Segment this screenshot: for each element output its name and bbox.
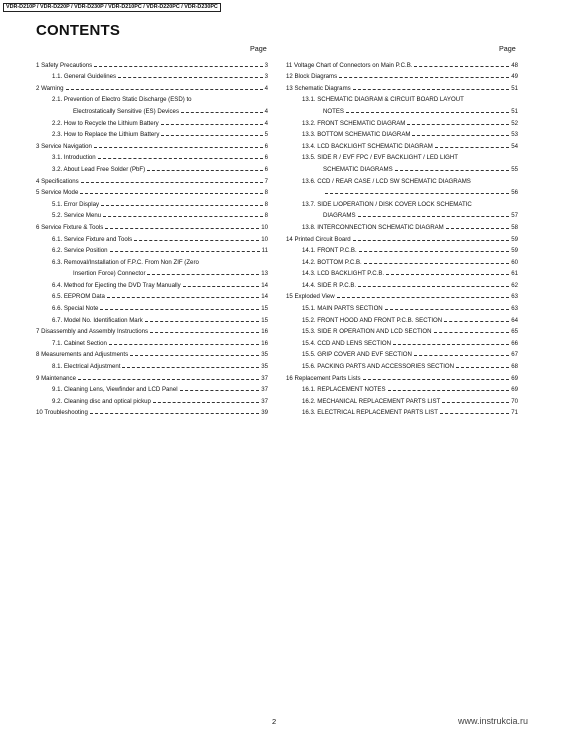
toc-entry-label: 3.1. Introduction: [52, 154, 96, 162]
toc-leader: [90, 413, 259, 414]
toc-entry-label: 5.1. Error Display: [52, 200, 100, 208]
toc-entry-page: 35: [261, 363, 268, 371]
toc-leader: [359, 251, 510, 252]
toc-entry[interactable]: [36, 243, 268, 255]
toc-entry-page: 10: [261, 223, 268, 231]
toc-entry-label: 1.1. General Guidelines: [52, 73, 117, 81]
toc-entry[interactable]: [36, 335, 268, 347]
toc-entry[interactable]: [286, 370, 518, 382]
toc-entry[interactable]: [286, 161, 518, 173]
toc-entry[interactable]: [36, 370, 268, 382]
toc-leader: [122, 367, 259, 368]
toc-entry-label: 11 Voltage Chart of Connectors on Main P.C.B.: [286, 61, 413, 69]
toc-entry[interactable]: [286, 254, 518, 266]
toc-entry[interactable]: [286, 393, 518, 405]
toc-entry-page: 37: [261, 397, 268, 405]
toc-leader: [107, 297, 259, 298]
toc-leader: [150, 332, 259, 333]
toc-right-column: [286, 57, 518, 416]
toc-entry-label: 16.3. ELECTRICAL REPLACEMENT PARTS LIST: [302, 409, 438, 417]
toc-entry-page: 6: [264, 142, 268, 150]
toc-entry-page: 37: [261, 374, 268, 382]
toc-entry[interactable]: [36, 231, 268, 243]
toc-leader: [81, 182, 263, 183]
toc-leader: [395, 170, 510, 171]
toc-leader: [130, 355, 259, 356]
toc-entry[interactable]: [286, 300, 518, 312]
toc-entry-page: 69: [511, 374, 518, 382]
toc-entry[interactable]: [36, 266, 268, 278]
toc-entry[interactable]: [286, 266, 518, 278]
toc-entry-label: 8 Measurements and Adjustments: [36, 351, 129, 359]
toc-entry-label: 14.1. FRONT P.C.B.: [302, 247, 357, 255]
toc-entry[interactable]: [36, 358, 268, 370]
toc-entry-page: 68: [511, 363, 518, 371]
toc-leader: [153, 402, 259, 403]
toc-entry-label: 14.2. BOTTOM P.C.B.: [302, 258, 362, 266]
toc-entry[interactable]: [36, 69, 268, 81]
toc-entry[interactable]: [286, 277, 518, 289]
toc-entry-label: 6.4. Method for Ejecting the DVD Tray Manually: [52, 281, 181, 289]
toc-entry-label: 3.2. About Lead Free Solder (PbF): [52, 165, 146, 173]
toc-entry[interactable]: [36, 138, 268, 150]
toc-entry-page: 16: [261, 339, 268, 347]
toc-entry-page: 7: [264, 177, 268, 185]
toc-entry-page: 11: [261, 247, 268, 255]
toc-leader: [80, 193, 262, 194]
toc-entry-label: 6.1. Service Fixture and Tools: [52, 235, 133, 243]
toc-entry[interactable]: [36, 254, 268, 266]
toc-leader: [145, 321, 259, 322]
toc-leader: [414, 66, 509, 67]
toc-entry-label: 9.2. Cleaning disc and optical pickup: [52, 397, 151, 405]
toc-entry-page: 10: [261, 235, 268, 243]
toc-leader: [98, 158, 263, 159]
toc-entry-page: 60: [511, 258, 518, 266]
toc-entry-page: 16: [261, 328, 268, 336]
toc-entry-label: 13.8. INTERCONNECTION SCHEMATIC DIAGRAM: [302, 223, 444, 231]
toc-entry-label: 5.2. Service Menu: [52, 212, 102, 220]
toc-entry-label: 2 Warning: [36, 84, 64, 92]
toc-entry-page: 35: [261, 351, 268, 359]
toc-leader: [337, 297, 510, 298]
toc-entry-label: 13.5. SIDE R / EVF FPC / EVF BACKLIGHT / LED LIGHT: [302, 154, 458, 162]
toc-entry-label: 10 Troubleshooting: [36, 409, 88, 417]
toc-entry-label: 12 Block Diagrams: [286, 73, 338, 81]
toc-entry-page: 4: [264, 107, 268, 115]
toc-entry[interactable]: [286, 358, 518, 370]
toc-entry-page: 48: [511, 61, 518, 69]
toc-leader: [442, 402, 509, 403]
toc-entry-page: 3: [264, 73, 268, 81]
toc-entry[interactable]: [286, 92, 518, 104]
toc-entry-page: 69: [511, 386, 518, 394]
toc-entry-label: DIAGRAMS: [323, 212, 356, 220]
toc-entry[interactable]: [286, 335, 518, 347]
toc-entry-label: 9 Maintenance: [36, 374, 76, 382]
toc-entry-page: 5: [264, 131, 268, 139]
toc-entry[interactable]: [286, 219, 518, 231]
toc-leader: [346, 112, 509, 113]
toc-entry[interactable]: [286, 185, 518, 197]
toc-entry[interactable]: [286, 208, 518, 220]
toc-entry[interactable]: [36, 382, 268, 394]
toc-entry-page: 14: [261, 281, 268, 289]
toc-leader: [407, 124, 509, 125]
toc-entry[interactable]: [286, 115, 518, 127]
toc-entry-label: 13.3. BOTTOM SCHEMATIC DIAGRAM: [302, 131, 411, 139]
toc-entry-page: 54: [511, 142, 518, 150]
toc-entry-label: 15.1. MAIN PARTS SECTION: [302, 305, 383, 313]
toc-entry-label: 3 Service Navigation: [36, 142, 92, 150]
toc-entry-label: 15.2. FRONT HOOD AND FRONT P.C.B. SECTION: [302, 316, 443, 324]
toc-entry-label: 14 Printed Circuit Board: [286, 235, 351, 243]
toc-entry-label: 14.4. SIDE R P.C.B.: [302, 281, 357, 289]
toc-entry[interactable]: [36, 208, 268, 220]
toc-entry-label: SCHEMATIC DIAGRAMS: [323, 165, 393, 173]
toc-entry[interactable]: [286, 243, 518, 255]
toc-entry-page: 58: [511, 223, 518, 231]
toc-leader: [109, 344, 259, 345]
toc-entry-page: 53: [511, 131, 518, 139]
toc-entry-page: 51: [511, 107, 518, 115]
toc-entry[interactable]: [36, 103, 268, 115]
toc-entry-page: 61: [511, 270, 518, 278]
toc-entry-page: 63: [511, 305, 518, 313]
toc-leader: [386, 274, 509, 275]
toc-leader: [183, 286, 260, 287]
toc-leader: [388, 390, 510, 391]
toc-entry-label: 15 Exploded View: [286, 293, 335, 301]
toc-entry-page: 39: [261, 409, 268, 417]
toc-leader: [161, 135, 262, 136]
toc-entry-page: 59: [511, 235, 518, 243]
toc-leader: [147, 274, 259, 275]
toc-entry-page: 62: [511, 281, 518, 289]
toc-entry-label: 6.5. EEPROM Data: [52, 293, 105, 301]
toc-leader: [78, 379, 259, 380]
toc-entry-label: 2.2. How to Recycle the Lithium Battery: [52, 119, 159, 127]
toc-entry[interactable]: [36, 347, 268, 359]
toc-entry-label: 8.1. Electrical Adjustment: [52, 363, 121, 371]
toc-entry[interactable]: [36, 115, 268, 127]
toc-entry-label: 2.1. Prevention of Electro Static Discharge (ESD) to: [52, 96, 192, 104]
toc-entry-page: 59: [511, 247, 518, 255]
toc-entry[interactable]: [286, 150, 518, 162]
toc-entry-page: 4: [264, 84, 268, 92]
toc-entry[interactable]: [286, 382, 518, 394]
toc-entry-label: 16 Replacement Parts Lists: [286, 374, 361, 382]
toc-leader: [353, 89, 510, 90]
toc-entry-label: 9.1. Cleaning Lens, Viewfinder and LCD Panel: [52, 386, 178, 394]
toc-entry-label: 6.2. Service Position: [52, 247, 108, 255]
toc-leader: [103, 216, 262, 217]
toc-entry-page: 8: [264, 200, 268, 208]
toc-entry-label: 6 Service Fixture & Tools: [36, 223, 104, 231]
toc-entry[interactable]: [286, 289, 518, 301]
toc-entry[interactable]: [286, 231, 518, 243]
toc-entry-label: 16.1. REPLACEMENT NOTES: [302, 386, 386, 394]
toc-leader: [385, 309, 510, 310]
toc-leader: [105, 228, 259, 229]
toc-entry-page: 55: [511, 165, 518, 173]
toc-entry[interactable]: [36, 80, 268, 92]
toc-entry-page: 49: [511, 73, 518, 81]
toc-entry-page: 64: [511, 316, 518, 324]
toc-entry-label: 13.1. SCHEMATIC DIAGRAM & CIRCUIT BOARD LAYOUT: [302, 96, 464, 104]
toc-leader: [444, 321, 509, 322]
toc-entry-page: 57: [511, 212, 518, 220]
toc-entry-label: 13.6. CCD / REAR CASE / LCD SW SCHEMATIC DIAGRAMS: [302, 177, 471, 185]
toc-entry[interactable]: [286, 127, 518, 139]
toc-entry-label: 15.3. SIDE R OPERATION AND LCD SECTION: [302, 328, 432, 336]
toc-leader: [339, 77, 509, 78]
toc-entry[interactable]: [286, 324, 518, 336]
toc-entry[interactable]: [36, 150, 268, 162]
toc-entry-label: 1 Safety Precautions: [36, 61, 93, 69]
toc-entry[interactable]: [36, 289, 268, 301]
toc-leader: [147, 170, 262, 171]
toc-entry-label: 14.3. LCD BACKLIGHT P.C.B.: [302, 270, 385, 278]
toc-entry[interactable]: [36, 300, 268, 312]
toc-entry[interactable]: [36, 161, 268, 173]
toc-entry[interactable]: [286, 80, 518, 92]
toc-leader: [181, 112, 263, 113]
toc-entry-page: 71: [511, 409, 518, 417]
toc-entry[interactable]: [36, 277, 268, 289]
toc-entry[interactable]: [36, 173, 268, 185]
page-column-label-left: Page: [250, 44, 267, 53]
toc-entry-page: 56: [511, 189, 518, 197]
toc-leader: [100, 309, 259, 310]
toc-entry-label: 5 Service Mode: [36, 189, 79, 197]
toc-entry[interactable]: [36, 92, 268, 104]
toc-entry-label: 6.3. Removal/Installation of F.P.C. From Non ZIF (Zero: [52, 258, 199, 266]
toc-leader: [434, 332, 510, 333]
toc-leader: [440, 413, 509, 414]
toc-entry-page: 70: [511, 397, 518, 405]
toc-entry-page: 4: [264, 119, 268, 127]
toc-entry[interactable]: [286, 103, 518, 115]
toc-entry-page: 63: [511, 293, 518, 301]
toc-entry-page: 6: [264, 154, 268, 162]
toc-entry-label: 13.2. FRONT SCHEMATIC DIAGRAM: [302, 119, 406, 127]
toc-entry[interactable]: [286, 196, 518, 208]
toc-entry[interactable]: [36, 312, 268, 324]
toc-entry-page: 6: [264, 165, 268, 173]
toc-leader: [412, 135, 509, 136]
toc-entry-label: 13.7. SIDE L/OPERATION / DISK COVER LOCK SCHEMATIC: [302, 200, 472, 208]
page-title: CONTENTS: [36, 22, 121, 39]
model-tag: VDR-D210P / VDR-D220P / VDR-D230P / VDR-D210PC / VDR-D220PC / VDR-D230PC: [3, 3, 221, 12]
toc-entry[interactable]: [286, 405, 518, 417]
toc-entry[interactable]: [36, 405, 268, 417]
toc-leader: [66, 89, 263, 90]
toc-entry-page: 14: [261, 293, 268, 301]
toc-entry[interactable]: [36, 219, 268, 231]
toc-entry-label: 15.6. PACKING PARTS AND ACCESSORIES SECTION: [302, 363, 455, 371]
toc-leader: [134, 240, 259, 241]
toc-left-column: [36, 57, 268, 416]
toc-entry-label: Electrostatically Sensitive (ES) Devices: [73, 107, 179, 115]
toc-entry[interactable]: [36, 185, 268, 197]
toc-entry[interactable]: [286, 69, 518, 81]
toc-leader: [161, 124, 263, 125]
toc-entry-page: 51: [511, 84, 518, 92]
toc-entry-label: NOTES: [323, 107, 344, 115]
toc-leader: [435, 147, 509, 148]
toc-leader: [363, 379, 510, 380]
toc-leader: [446, 228, 509, 229]
toc-entry[interactable]: [36, 127, 268, 139]
toc-entry-label: 13.4. LCD BACKLIGHT SCHEMATIC DIAGRAM: [302, 142, 433, 150]
toc-entry-page: 8: [264, 212, 268, 220]
toc-entry-label: 2.3. How to Replace the Lithium Battery: [52, 131, 160, 139]
toc-entry[interactable]: [286, 138, 518, 150]
toc-entry[interactable]: [36, 393, 268, 405]
toc-leader: [325, 193, 509, 194]
toc-entry[interactable]: [36, 57, 268, 69]
toc-entry[interactable]: [36, 324, 268, 336]
toc-entry-page: 15: [261, 305, 268, 313]
page-column-label-right: Page: [499, 44, 516, 53]
toc-entry-label: 6.7. Model No. Identification Mark: [52, 316, 143, 324]
toc-entry-page: 67: [511, 351, 518, 359]
toc-leader: [414, 355, 509, 356]
toc-leader: [101, 205, 263, 206]
toc-entry-page: 37: [261, 386, 268, 394]
toc-leader: [110, 251, 260, 252]
toc-leader: [364, 263, 510, 264]
toc-leader: [94, 147, 263, 148]
toc-entry-page: 66: [511, 339, 518, 347]
toc-entry-label: 15.5. GRIP COVER AND EVF SECTION: [302, 351, 412, 359]
toc-entry-page: 8: [264, 189, 268, 197]
toc-entry-label: 16.2. MECHANICAL REPLACEMENT PARTS LIST: [302, 397, 441, 405]
toc-leader: [180, 390, 260, 391]
toc-entry-label: Insertion Force) Connector: [73, 270, 146, 278]
toc-leader: [358, 216, 510, 217]
toc-entry[interactable]: [286, 312, 518, 324]
toc-entry-label: 13 Schematic Diagrams: [286, 84, 351, 92]
toc-leader: [456, 367, 509, 368]
watermark: www.instrukcia.ru: [458, 716, 529, 726]
toc-entry-label: 4 Specifications: [36, 177, 79, 185]
toc-leader: [393, 344, 509, 345]
toc-entry-label: 7 Disassembly and Assembly Instructions: [36, 328, 149, 336]
toc-entry-label: 6.6. Special Note: [52, 305, 99, 313]
toc-entry-page: 13: [261, 270, 268, 278]
toc-entry[interactable]: [286, 57, 518, 69]
toc-entry-page: 65: [511, 328, 518, 336]
toc-leader: [94, 66, 262, 67]
toc-leader: [118, 77, 263, 78]
toc-entry-label: 15.4. CCD AND LENS SECTION: [302, 339, 392, 347]
toc-leader: [358, 286, 509, 287]
toc-entry-page: 15: [261, 316, 268, 324]
toc-entry-page: 3: [264, 61, 268, 69]
toc-leader: [353, 240, 510, 241]
toc-entry-label: 7.1. Cabinet Section: [52, 339, 107, 347]
toc-entry-page: 52: [511, 119, 518, 127]
toc-entry[interactable]: [36, 196, 268, 208]
toc-entry[interactable]: [286, 173, 518, 185]
footer-page-number: 2: [272, 717, 277, 726]
toc-entry[interactable]: [286, 347, 518, 359]
